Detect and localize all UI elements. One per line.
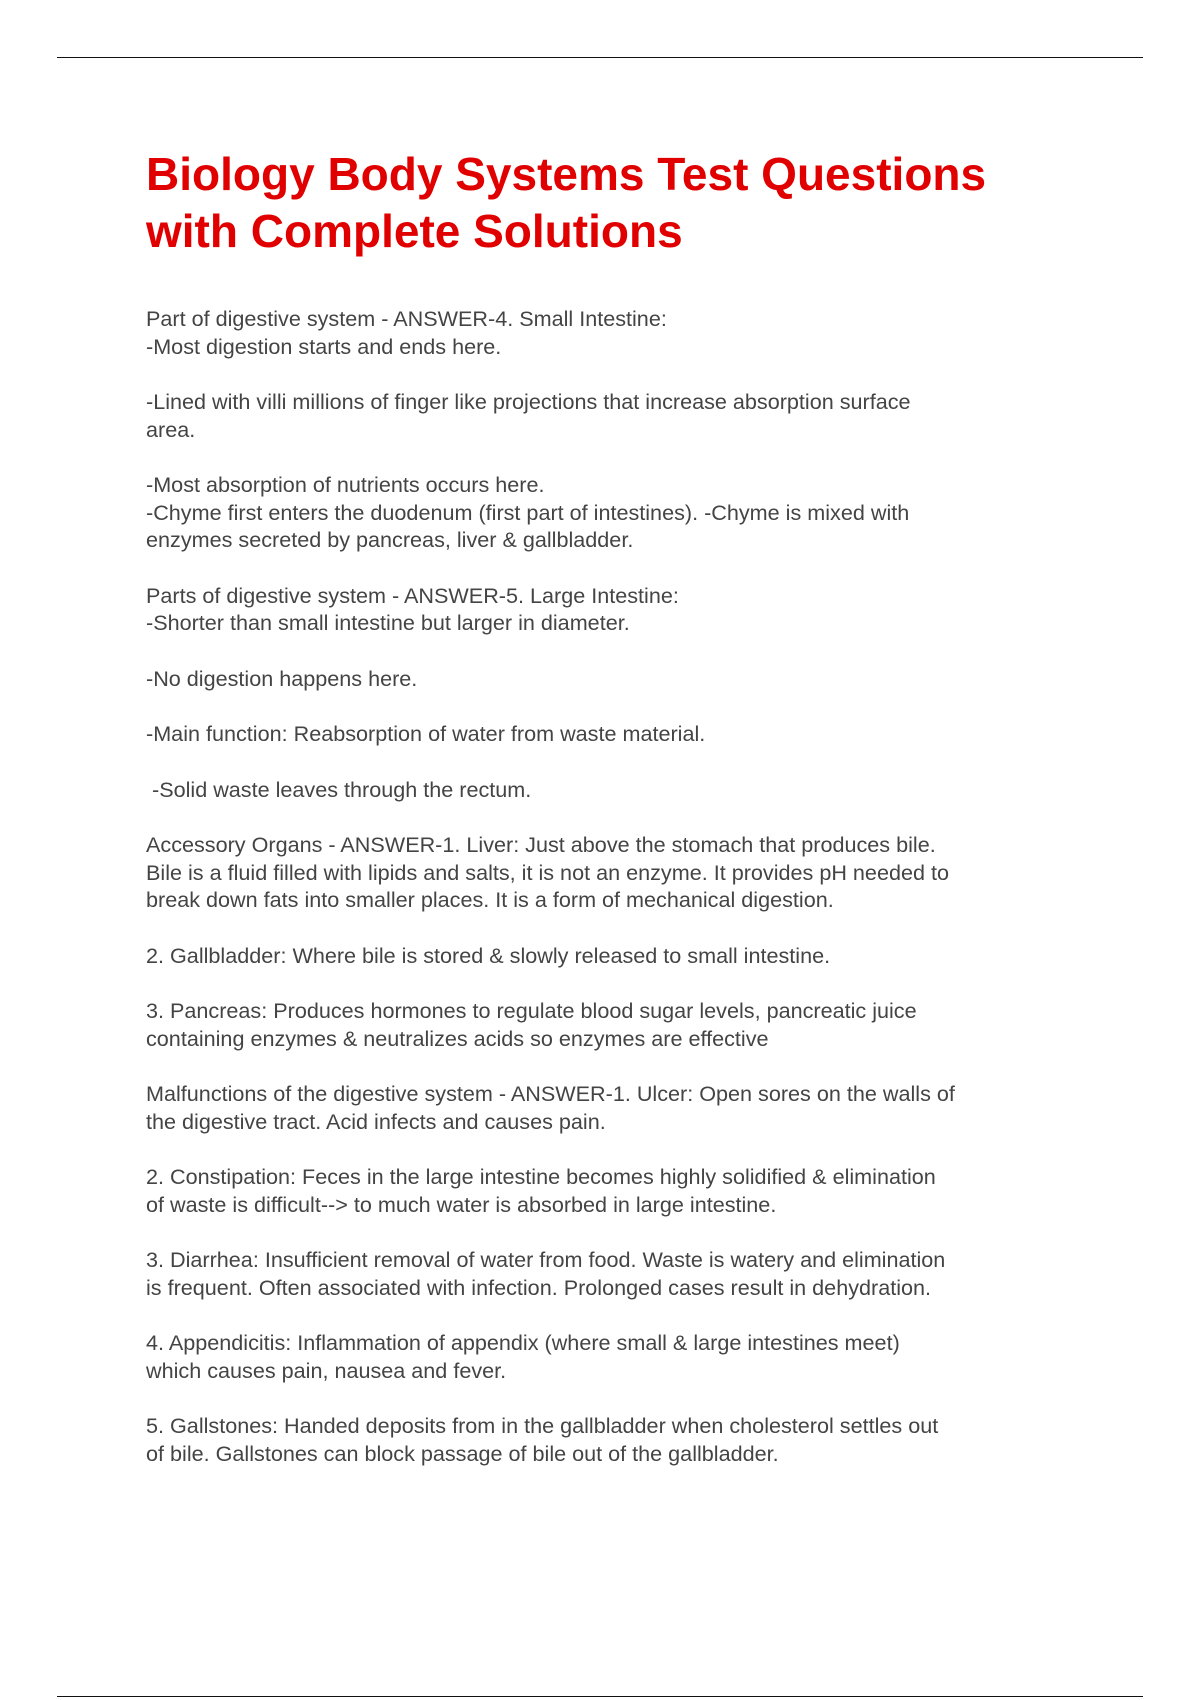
header-rule [57, 57, 1143, 58]
text-line: Part of digestive system - ANSWER-4. Small Intestine: [146, 306, 667, 331]
paragraph [146, 997, 1066, 1052]
document-text [146, 305, 1066, 1467]
text-line: -Solid waste leaves through the rectum. [152, 776, 532, 802]
document-title: Biology Body Systems Test Questions with Complete Solutions [146, 148, 987, 257]
text-line: which causes pain, nausea and fever. [146, 1357, 507, 1383]
text-line: -Lined with villi millions of finger like projections that increase absorption surface [146, 389, 911, 414]
text-line: -Shorter than small intestine but larger in diameter. [146, 610, 630, 635]
document-body [146, 146, 1066, 1467]
text-line: Bile is a fluid filled with lipids and salts, it is not an enzyme. It provides pH needed to [146, 859, 949, 885]
paragraph [146, 1163, 1066, 1218]
paragraph [146, 942, 1066, 970]
text-line: -Most absorption of nutrients occurs here. [146, 472, 545, 497]
text-line: 4. Appendicitis: Inflammation of appendix (where small & large intestines meet) [146, 1330, 900, 1355]
paragraph [146, 1329, 1066, 1384]
text-line: Parts of digestive system - ANSWER-5. Large Intestine: [146, 582, 679, 608]
text-line: 3. Diarrhea: Insufficient removal of water from food. Waste is watery and elimination [146, 1247, 946, 1272]
paragraph [146, 665, 1066, 693]
text-line: Accessory Organs - ANSWER-1. Liver: Just above the stomach that produces bile. [146, 832, 936, 857]
text-line: -Chyme first enters the duodenum (first part of intestines). -Chyme is mixed with [146, 499, 910, 525]
text-line: is frequent. Often associated with infection. Prolonged cases result in dehydration. [146, 1274, 932, 1300]
text-line: enzymes secreted by pancreas, liver & gallbladder. [146, 527, 634, 552]
text-line: Malfunctions of the digestive system - ANSWER-1. Ulcer: Open sores on the walls of [146, 1081, 955, 1106]
footer-rule [57, 1696, 1143, 1697]
paragraph [146, 1412, 1066, 1467]
text-line: 2. Gallbladder: Where bile is stored & slowly released to small intestine. [146, 942, 831, 968]
text-line: 3. Pancreas: Produces hormones to regulate blood sugar levels, pancreatic juice [146, 998, 917, 1023]
paragraph [146, 1080, 1066, 1135]
paragraph [146, 388, 1066, 443]
text-line: 2. Constipation: Feces in the large intestine becomes highly solidified & elimination [146, 1164, 936, 1189]
text-line: -No digestion happens here. [146, 665, 418, 691]
text-line: -Main function: Reabsorption of water from waste material. [146, 721, 706, 746]
paragraph [146, 471, 1066, 554]
text-line: of waste is difficult--> to much water is absorbed in large intestine. [146, 1191, 777, 1217]
paragraph [146, 831, 1066, 914]
text-line: 5. Gallstones: Handed deposits from in the gallbladder when cholesterol settles out [146, 1413, 939, 1438]
paragraph [146, 1246, 1066, 1301]
paragraph [146, 305, 1066, 360]
text-line: of bile. Gallstones can block passage of bile out of the gallbladder. [146, 1440, 779, 1466]
paragraph [146, 776, 1066, 804]
text-line: break down fats into smaller places. It is a form of mechanical digestion. [146, 887, 834, 912]
text-line: area. [146, 416, 196, 442]
paragraph [146, 720, 1066, 748]
text-line: containing enzymes & neutralizes acids so enzymes are effective [146, 1025, 769, 1051]
text-line: the digestive tract. Acid infects and causes pain. [146, 1108, 606, 1134]
text-line: -Most digestion starts and ends here. [146, 333, 502, 359]
paragraph [146, 582, 1066, 637]
